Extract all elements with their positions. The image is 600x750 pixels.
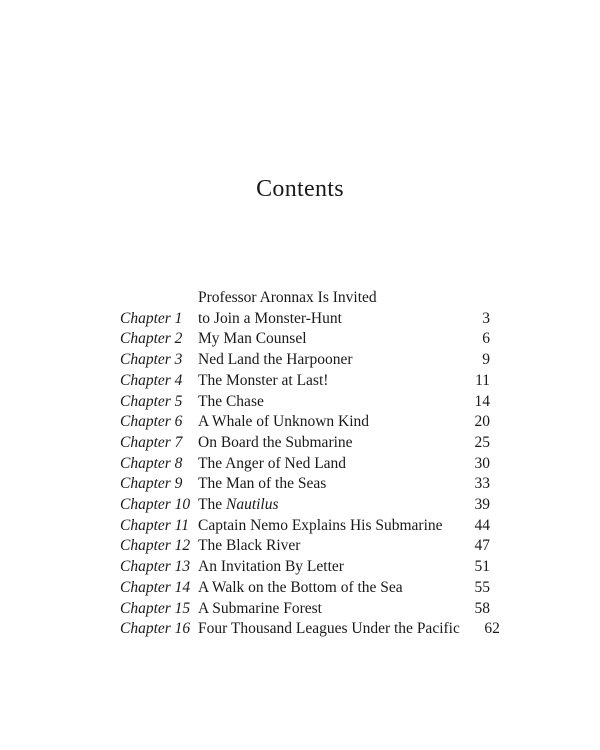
- chapter-title: The Man of the Seas: [198, 475, 327, 493]
- page-number: 62: [484, 620, 500, 638]
- page-number: 47: [474, 537, 490, 555]
- toc-entry-chapter-6: [120, 412, 490, 433]
- page-number: 9: [482, 351, 490, 369]
- chapter-label: Chapter 13: [120, 558, 191, 576]
- toc-entry-chapter-12: [120, 536, 490, 557]
- chapter-label: Chapter 12: [120, 537, 191, 555]
- toc-entry-chapter-2: [120, 329, 490, 350]
- table-of-contents: [120, 288, 500, 640]
- chapter-title: The Black River: [198, 537, 301, 555]
- chapter-label: Chapter 14: [120, 578, 191, 596]
- chapter-label: Chapter 16: [120, 620, 191, 638]
- chapter-title: [198, 495, 450, 516]
- chapter-title-italic: Nautilus: [225, 496, 279, 514]
- toc-entry-chapter-10: [120, 495, 490, 516]
- page-number: 20: [474, 413, 490, 431]
- chapter-title: A Whale of Unknown Kind: [198, 413, 370, 431]
- chapter-title: A Submarine Forest: [198, 599, 322, 617]
- toc-entry-chapter-3: [120, 350, 490, 371]
- toc-entry-chapter-14: [120, 578, 490, 599]
- toc-entry-chapter-9: [120, 474, 490, 495]
- toc-entry-chapter-15: [120, 599, 490, 620]
- chapter-label: Chapter 9: [120, 475, 183, 493]
- page-number: 30: [474, 454, 490, 472]
- chapter-label: Chapter 6: [120, 413, 183, 431]
- chapter-label: Chapter 8: [120, 454, 183, 472]
- chapter-title: The Monster at Last!: [198, 371, 329, 389]
- chapter-title: Four Thousand Leagues Under the Pacific: [198, 620, 460, 638]
- page-number: 44: [474, 516, 490, 534]
- chapter-label: Chapter 1: [120, 309, 183, 327]
- page-number: 55: [474, 578, 490, 596]
- chapter-title: A Walk on the Bottom of the Sea: [198, 578, 403, 596]
- chapter-label: Chapter 3: [120, 351, 183, 369]
- chapter-label: Chapter 11: [120, 516, 190, 534]
- toc-entry-chapter-4: [120, 371, 490, 392]
- page-number: 33: [474, 475, 490, 493]
- page-number: 6: [482, 330, 490, 348]
- chapter-label: Chapter 7: [120, 433, 183, 451]
- page-number: 58: [474, 599, 490, 617]
- chapter-title: Captain Nemo Explains His Submarine: [198, 516, 443, 534]
- chapter-title: The Anger of Ned Land: [198, 454, 347, 472]
- toc-entry-chapter-16: [120, 619, 500, 640]
- chapter-title-prefix: The: [198, 496, 226, 514]
- chapter-title-line-1: Professor Aronnax Is Invited: [198, 289, 377, 306]
- toc-entry-chapter-7: [120, 433, 490, 454]
- toc-entry-chapter-11: [120, 516, 490, 537]
- toc-entry-chapter-5: [120, 392, 490, 413]
- page-number: 39: [474, 496, 490, 514]
- chapter-title: My Man Counsel: [198, 330, 307, 348]
- page-number: 3: [482, 309, 490, 327]
- chapter-title-line-2: to Join a Monster-Hunt: [198, 309, 342, 327]
- chapter-title: Ned Land the Harpooner: [198, 351, 353, 369]
- toc-entry-chapter-8: [120, 454, 490, 475]
- chapter-title: The Chase: [198, 392, 264, 410]
- page-number: 25: [474, 433, 490, 451]
- page-number: 51: [474, 558, 490, 576]
- toc-entry-chapter-1: [120, 288, 490, 329]
- chapter-title: [198, 288, 450, 329]
- chapter-label: Chapter 2: [120, 330, 183, 348]
- chapter-label: Chapter 10: [120, 496, 191, 514]
- chapter-title: An Invitation By Letter: [198, 558, 344, 576]
- chapter-label: Chapter 5: [120, 392, 183, 410]
- chapter-label: Chapter 15: [120, 599, 191, 617]
- page-number: 11: [475, 371, 490, 389]
- chapter-title: On Board the Submarine: [198, 433, 353, 451]
- toc-entry-chapter-13: [120, 557, 490, 578]
- page-number: 14: [474, 392, 490, 410]
- chapter-label: Chapter 4: [120, 371, 183, 389]
- page-title: Contents: [256, 176, 344, 202]
